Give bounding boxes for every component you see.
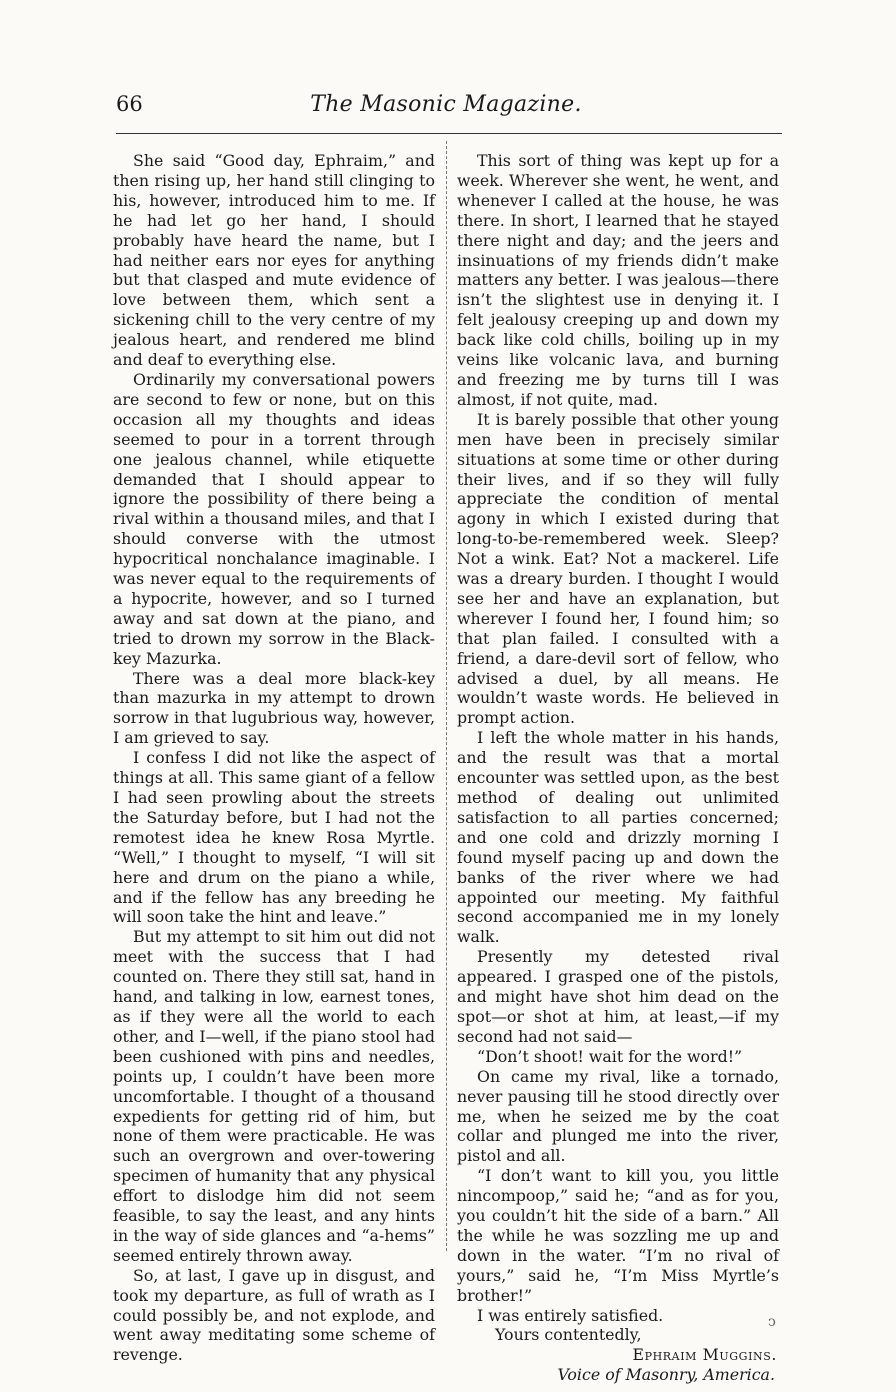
paragraph: On came my rival, like a tornado, never pausing till he stood directly over me, when he seized me by the coat collar and plunged me into the river, pistol and all. [457, 1066, 779, 1166]
header-rule [116, 133, 782, 134]
page-header [110, 92, 782, 122]
paragraph: But my attempt to sit him out did not meet with the success that I had counted on. There they still sat, hand in hand, and talking in low, earnest tones, as if they were all the world to each other, and I—well, if the piano stool had been cushioned with pins and needles, points up, I couldn’t have been more uncomfortable. I thought of a thousand expedients for getting rid of him, but none of them were practicable. He was such an overgrown and over-towering specimen of humanity that any physical effort to dislodge him did not seem feasible, to say the least, and any hints in the way of side glances and “a-hems” seemed entirely thrown away. [113, 927, 435, 1265]
left-column [113, 151, 435, 1365]
page-number: 66 [116, 92, 143, 116]
paragraph: Presently my detested rival appeared. I grasped one of the pistols, and might have shot him dead on the spot—or shot at him, at least,—if my second had not said— [457, 947, 779, 1046]
paragraph: She said “Good day, Ephraim,” and then rising up, her hand still clinging to his, however, introduced him to me. If he had let go her hand, I should probably have heard the name, but I had neither ears nor eyes for anything but that clasped and mute evidence of love between them, which sent a sickening chill to the very centre of my jealous heart, and rendered me blind and deaf to everything else. [113, 151, 435, 370]
page-mark: ↄ [768, 1314, 776, 1330]
signature: Ephraim Muggins. [632, 1345, 777, 1365]
paragraph: I left the whole matter in his hands, and the result was that a mortal encounter was settled upon, as the best method of dealing out unlimited satisfaction to all parties concerned; and one cold and drizzly morning I found myself pacing up and down the banks of the river where we had appointed our meeting. My faithful second accompanied me in my lonely walk. [457, 728, 779, 947]
source-attribution: Voice of Masonry, America. [557, 1365, 775, 1385]
valediction: Yours contentedly, [495, 1325, 642, 1345]
magazine-title: The Masonic Magazine. [310, 92, 582, 117]
paragraph: It is barely possible that other young men have been in precisely similar situations at some time or other during their lives, and if so they will fully appreciate the condition of mental agony in which I existed during that long-to-be-remembered week. Sleep? Not a wink. Eat? Not a mackerel. Life was a dreary burden. I thought I would see her and have an explanation, but wherever I found her, I found him; so that plan failed. I consulted with a friend, a dare-devil sort of fellow, who advised a duel, by all means. He wouldn’t waste words. He believed in prompt action. [457, 409, 779, 728]
paragraph: Ordinarily my conversational powers are second to few or none, but on this occasion all my thoughts and ideas seemed to pour in a torrent through one jealous channel, while etiquette demanded that I should appear to ignore the possibility of there being a rival within a thousand miles, and that I should converse with the utmost hypocritical nonchalance imaginable. I was never equal to the requirements of a hypocrite, however, and so I turned away and sat down at the piano, and tried to drown my sorrow in the Black-key Mazurka. [113, 369, 435, 668]
paragraph: “Don’t shoot! wait for the word!” [477, 1046, 743, 1066]
closing-line: I was entirely satisfied. [477, 1305, 664, 1325]
paragraph: This sort of thing was kept up for a week. Wherever she went, he went, and whenever I called at the house, he was there. In short, I learned that he stayed there night and day; and the jeers and insinuations of my friends didn’t make matters any better. I was jealous—there isn’t the slightest use in denying it. I felt jealousy creeping up and down my back like cold chills, boiling up in my veins like volcanic lava, and burning and freezing me by turns till I was almost, if not quite, mad. [457, 151, 779, 409]
paragraph: There was a deal more black-key than mazurka in my attempt to drown sorrow in that lugubrious way, however, I am grieved to say. [113, 668, 435, 748]
paragraph: I confess I did not like the aspect of things at all. This same giant of a fellow I had seen prowling about the streets the Saturday before, but I had not the remotest idea he knew Rosa Myrtle. “Well,” I thought to myself, “I will sit here and drum on the piano a while, and if the fellow has any breeding he will soon take the hint and leave.” [113, 748, 435, 927]
paragraph: “I don’t want to kill you, you little nincompoop,” said he; “and as for you, you couldn’t hit the side of a barn.” All the while he was sozzling me up and down in the water. “I’m no rival of yours,” said he, “I’m Miss Myrtle’s brother!” [457, 1166, 779, 1305]
paragraph: So, at last, I gave up in disgust, and took my departure, as full of wrath as I could possibly be, and not explode, and went away meditating some scheme of revenge. [113, 1265, 435, 1365]
right-column [457, 151, 779, 1385]
column-divider [446, 141, 447, 1251]
